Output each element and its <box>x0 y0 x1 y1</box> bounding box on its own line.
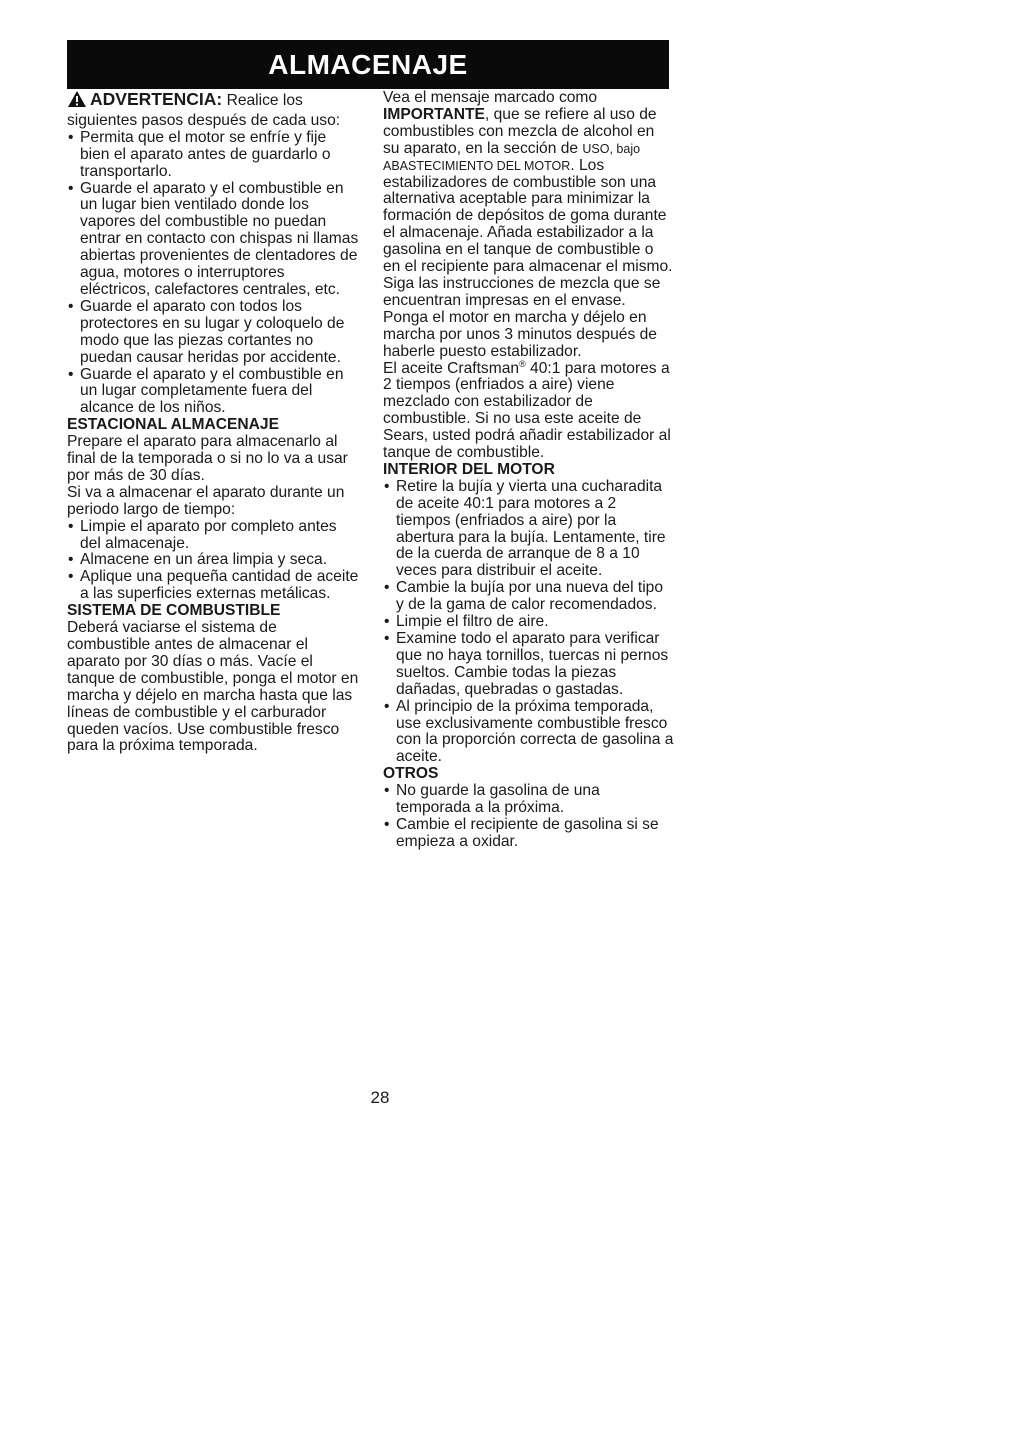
list-item: • Limpie el filtro de aire. <box>383 614 675 631</box>
oil-text-post: 40:1 para motores a 2 tiempos (enfriados a aire) viene mezclado con estabilizador de combustible. Si no usa este aceite de Sears, usted podrá añadir estabilizador al tanque de combustible. <box>383 359 671 462</box>
fuel-system-heading: SISTEMA DE COMBUSTIBLE <box>67 602 281 620</box>
list-item: • Permita que el motor se enfríe y fije bien el aparato antes de guardarlo o transportarlo. <box>67 130 359 181</box>
warning-intro <box>67 90 359 130</box>
oil-text-pre: El aceite Craftsman <box>383 359 520 377</box>
seasonal-para-2: Si va a almacenar el aparato durante un periodo largo de tiempo: <box>67 483 345 518</box>
list-item: • Guarde el aparato con todos los protectores en su lugar y coloquelo de modo que las piezas cortantes no puedan causar heridas por accidente. <box>67 299 359 367</box>
list-item: • No guarde la gasolina de una temporada a la próxima. <box>383 783 675 817</box>
seasonal-list <box>67 519 359 604</box>
warning-intro-text: Realice los siguientes pasos después de cada uso: <box>67 92 341 129</box>
section-banner <box>67 40 669 89</box>
warning-list <box>67 130 359 417</box>
engine-interior-heading: INTERIOR DEL MOTOR <box>383 460 555 478</box>
list-item: • Retire la bujía y vierta una cucharadita de aceite 40:1 para motores a 2 tiempos (enfriados a aire) por la abertura para la bujía. Lentamente, tire de la cuerda de arranque de 8 a 10 veces para distribuir el aceite. <box>383 479 675 580</box>
important-label: IMPORTANTE <box>383 105 485 123</box>
stabilizer-paragraph <box>383 90 675 361</box>
right-column <box>383 90 675 851</box>
list-item: • Al principio de la próxima temporada, use exclusivamente combustible fresco con la proporción correcta de gasolina a aceite. <box>383 699 675 767</box>
section-reference: USO, bajo ABASTECIMIENTO DEL MOTOR <box>383 141 641 173</box>
list-item: • Almacene en un área limpia y seca. <box>67 552 359 569</box>
intro-rest: . Los estabilizadores de combustible son una alternativa aceptable para minimizar la formación de depósitos de goma durante el almacenaje. Añada estabilizador a la gasolina en el tanque de combustible o en el recipiente para almacenar el mismo. Siga las instrucciones de mezcla que se encuentran impresas en el envase. Ponga el motor en marcha y déjelo en marcha por unos 3 minutos después de haberle puesto estabilizador. <box>383 156 673 360</box>
others-list <box>383 783 675 851</box>
intro-lead: Vea el mensaje marcado como <box>383 89 598 106</box>
oil-paragraph <box>383 358 675 462</box>
page-number: 28 <box>370 1088 390 1107</box>
list-item: • Examine todo el aparato para verificar que no haya tornillos, tuercas ni pernos sueltos. Cambie todas la piezas dañadas, quebradas o gastadas. <box>383 631 675 699</box>
left-column <box>67 90 359 755</box>
registered-mark: ® <box>519 358 526 369</box>
warning-title: ADVERTENCIA: <box>90 89 223 109</box>
list-item: • Limpie el aparato por completo antes del almacenaje. <box>67 519 359 553</box>
seasonal-para-1: Prepare el aparato para almacenarlo al final de la temporada o si no lo va a usar por más de 30 días. <box>67 433 348 484</box>
warning-triangle-icon <box>67 90 87 113</box>
list-item: • Cambie la bujía por una nueva del tipo y de la gama de calor recomendados. <box>383 580 675 614</box>
intro-after-important: , que se refiere al uso de combustibles con mezcla de alcohol en su aparato, en la sección de <box>383 105 657 157</box>
list-item: • Guarde el aparato y el combustible en un lugar bien ventilado donde los vapores del combustible no puedan entrar en contacto con chispas ni llamas abiertas provenientes de clentadores de agua, motores o interruptores eléctricos, calefactores centrales, etc. <box>67 181 359 299</box>
engine-interior-list <box>383 479 675 766</box>
others-heading: OTROS <box>383 765 439 783</box>
list-item: • Cambie el recipiente de gasolina si se empieza a oxidar. <box>383 817 675 851</box>
fuel-system-para: Deberá vaciarse el sistema de combustible antes de almacenar el aparato por 30 días o más. Vacíe el tanque de combustible, ponga el motor en marcha y déjelo en marcha hasta que las líneas de combustible y el carburador queden vacíos. Use combustible fresco para la próxima temporada. <box>67 619 359 755</box>
section-title: ALMACENAJE <box>268 48 468 80</box>
seasonal-heading: ESTACIONAL ALMACENAJE <box>67 416 279 434</box>
list-item: • Aplique una pequeña cantidad de aceite a las superficies externas metálicas. <box>67 569 359 603</box>
list-item: • Guarde el aparato y el combustible en un lugar completamente fuera del alcance de los niños. <box>67 367 359 418</box>
